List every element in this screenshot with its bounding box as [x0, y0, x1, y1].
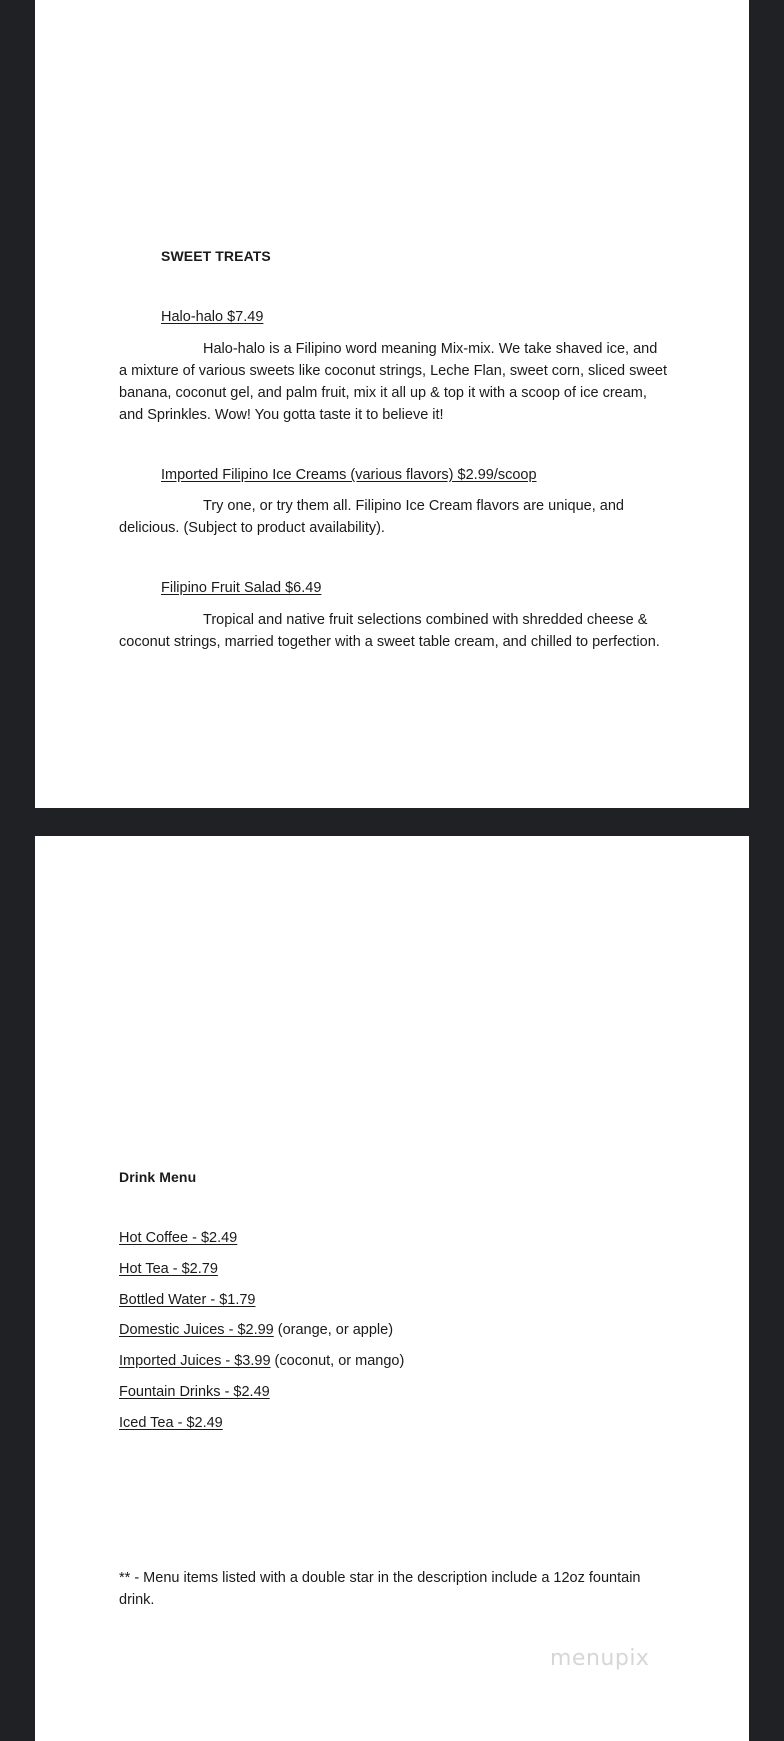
- item-description-ice-creams: Try one, or try them all. Filipino Ice Cream flavors are unique, and delicious. (Subject to product availability).: [119, 498, 624, 536]
- drink-name: Hot Tea - $2.79: [119, 1261, 218, 1277]
- menupix-watermark: menupix: [550, 1646, 650, 1671]
- item-title-ice-creams: Imported Filipino Ice Creams (various flavors) $2.99/scoop: [161, 467, 537, 483]
- drink-item: [119, 1384, 270, 1400]
- drink-name: Fountain Drinks - $2.49: [119, 1384, 270, 1400]
- drink-note: (orange, or apple): [273, 1322, 394, 1338]
- drink-name: Imported Juices - $3.99: [119, 1353, 271, 1369]
- section-title-drink-menu: Drink Menu: [119, 1169, 197, 1185]
- drink-item: [119, 1230, 237, 1246]
- menu-page-sweet-treats: [35, 0, 749, 808]
- drink-name: Iced Tea - $2.49: [119, 1415, 223, 1431]
- item-description-halo-halo: Halo-halo is a Filipino word meaning Mix-mix. We take shaved ice, and a mixture of various sweets like coconut strings, Leche Flan, sweet corn, sliced sweet banana, coconut gel, and palm fruit, mix it all up & top it with a scoop of ice cream, and Sprinkles. Wow! You gotta taste it to believe it!: [119, 341, 668, 423]
- footnote: ** - Menu items listed with a double star in the description include a 12oz fountain drink.: [119, 1570, 641, 1608]
- drink-item: [119, 1353, 404, 1369]
- menu-page-drinks: [35, 836, 749, 1741]
- item-description-fruit-salad: Tropical and native fruit selections combined with shredded cheese & coconut strings, married together with a sweet table cream, and chilled to perfection.: [119, 612, 660, 650]
- drink-name: Hot Coffee - $2.49: [119, 1230, 238, 1246]
- drink-item: [119, 1322, 393, 1338]
- drink-name: Domestic Juices - $2.99: [119, 1322, 274, 1338]
- drink-item: [119, 1292, 255, 1308]
- item-title-halo-halo: Halo-halo $7.49: [161, 309, 264, 325]
- drink-item: [119, 1415, 223, 1431]
- drink-item: [119, 1261, 218, 1277]
- drink-note: (coconut, or mango): [270, 1353, 405, 1369]
- section-title-sweet-treats: SWEET TREATS: [161, 248, 271, 264]
- item-title-fruit-salad: Filipino Fruit Salad $6.49: [161, 580, 322, 596]
- drink-name: Bottled Water - $1.79: [119, 1292, 256, 1308]
